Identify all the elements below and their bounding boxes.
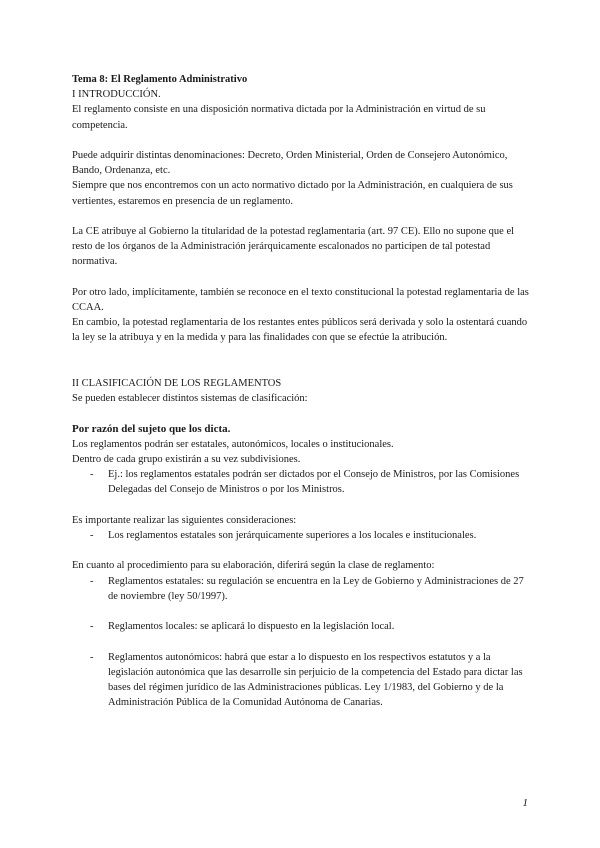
paragraph: La CE atribuye al Gobierno la titularidad de la potestad reglamentaria (art. 97 CE). Ello no supone que el resto de los órganos de la Administración jerárquicamente escalonados no participen de tal potestad normativa.: [72, 226, 515, 268]
paragraph: Siempre que nos encontremos con un acto normativo dictado por la Administración, en cualquiera de sus vertientes, estaremos en presencia de un reglamento.: [72, 180, 513, 207]
dash-list: [72, 467, 534, 497]
list-item: - Reglamentos estatales: su regulación se encuentra en la Ley de Gobierno y Administraciones de 27 de noviembre (ley 50/1997).: [90, 575, 524, 602]
list-item: - Los reglamentos estatales son jerárquicamente superiores a los locales e institucionales.: [72, 528, 534, 543]
paragraph: Se pueden establecer distintos sistemas de clasificación:: [72, 393, 308, 405]
paragraph: Dentro de cada grupo existirán a su vez subdivisiones.: [72, 453, 301, 465]
paragraph: Los reglamentos podrán ser estatales, autonómicos, locales o institucionales.: [72, 438, 394, 450]
dash-bullet: -: [90, 529, 94, 541]
dash-list: [72, 528, 534, 543]
list-item: - Reglamentos locales: se aplicará lo dispuesto en la legislación local.: [72, 619, 534, 634]
document-page: [72, 72, 534, 710]
paragraph: Puede adquirir distintas denominaciones: Decreto, Orden Ministerial, Orden de Consejero Autonómico, Bando, Ordenanza, etc.: [72, 150, 508, 177]
dash-list: [72, 574, 534, 711]
list-item: - Reglamentos autonómicos: habrá que estar a lo dispuesto en los respectivos estatutos y a la legislación autonómica que las desarrolle sin perjuicio de la competencia del Estado para dictar las bases del régimen jurídico de las Administraciones públicas. Ley 1/1983, del Gobierno y de la Administración Pública de la Comunidad Autónoma de Canarias.: [90, 651, 523, 709]
list-item: - Ej.: los reglamentos estatales podrán ser dictados por el Consejo de Ministros, por las Comisiones Delegadas del Consejo de Ministros o por los Ministros.: [90, 469, 520, 496]
paragraph: El reglamento consiste en una disposición normativa dictada por la Administración en virtud de su competencia.: [72, 104, 486, 131]
page-number: 1: [522, 797, 528, 809]
subheading-sujeto: Por razón del sujeto que los dicta.: [72, 422, 231, 435]
dash-bullet: -: [90, 575, 94, 587]
paragraph: Es importante realizar las siguientes consideraciones:: [72, 514, 297, 526]
dash-bullet: -: [90, 469, 94, 481]
dash-bullet: -: [90, 621, 94, 633]
document-title: Tema 8: El Reglamento Administrativo: [72, 74, 248, 85]
paragraph: En cuanto al procedimiento para su elaboración, diferirá según la clase de reglamento:: [72, 560, 435, 572]
section-heading-introduccion: I INTRODUCCIÓN.: [72, 89, 161, 101]
dash-bullet: -: [90, 651, 94, 663]
section-heading-clasificacion: II CLASIFICACIÓN DE LOS REGLAMENTOS: [72, 377, 282, 389]
paragraph: En cambio, la potestad reglamentaria de los restantes entes públicos será derivada y solo la ostentará cuando la ley se la atribuya y en la medida y para las finalidades con que se efectúe la atribución.: [72, 317, 528, 344]
paragraph: Por otro lado, implícitamente, también se reconoce en el texto constitucional la potestad reglamentaria de las CCAA.: [72, 286, 529, 313]
